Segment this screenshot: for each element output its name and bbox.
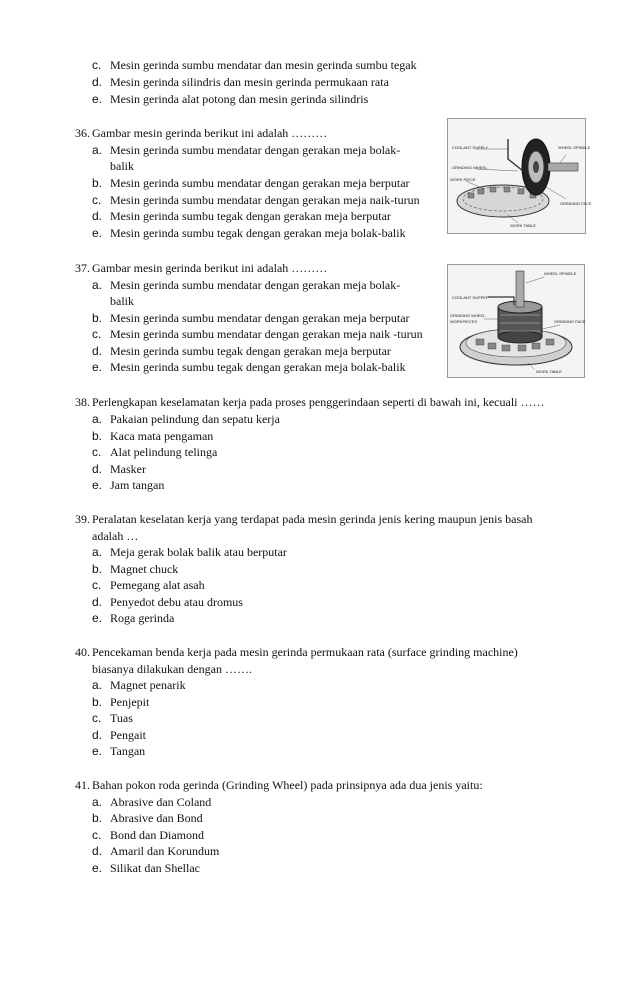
figure-label: WORKPIECES	[450, 319, 478, 324]
option-text: Mesin gerinda sumbu tegak dengan gerakan meja berputar	[110, 344, 391, 358]
option-text: Pemegang alat asah	[110, 578, 205, 592]
option-letter: a.	[92, 795, 103, 809]
question-text: Perlengkapan keselamatan kerja pada proses penggerindaan seperti di bawah ini, kecuali ……	[92, 395, 545, 409]
option-letter: e.	[92, 861, 103, 875]
figure-label: WORK TABLE	[536, 369, 562, 374]
option-text: Meja gerak bolak balik atau berputar	[110, 545, 287, 559]
option-letter: e.	[92, 744, 103, 758]
option-text: Penyedot debu atau dromus	[110, 595, 243, 609]
question-text-continued: adalah …	[92, 529, 139, 543]
option-text: Kaca mata pengaman	[110, 429, 214, 443]
option-letter: e.	[92, 92, 103, 106]
question-number: 39.	[75, 512, 90, 526]
option-letter: d.	[92, 595, 103, 609]
question-number: 41.	[75, 778, 90, 792]
option-text: Penjepit	[110, 695, 150, 709]
option-text: Mesin gerinda sumbu mendatar dengan gerakan meja naik -turun	[110, 327, 423, 341]
option-letter: b.	[92, 562, 103, 576]
option-text: Mesin gerinda sumbu tegak dengan gerakan meja bolak-balik	[110, 360, 406, 374]
option-letter: c.	[92, 193, 102, 207]
option-letter: c.	[92, 58, 102, 72]
figure-label: GRINDING WHEEL	[450, 313, 486, 318]
figure-label: GRINDING FACE	[560, 201, 592, 206]
option-text: Abrasive dan Bond	[110, 811, 203, 825]
option-text: Mesin gerinda sumbu tegak dengan gerakan meja berputar	[110, 209, 391, 223]
vertical-grinder-figure	[447, 264, 585, 378]
question-text: Peralatan keselatan kerja yang terdapat pada mesin gerinda jenis kering maupun jenis basah	[92, 512, 533, 526]
option-text: Abrasive dan Coland	[110, 795, 212, 809]
option-letter: a.	[92, 278, 103, 292]
question-number: 37.	[75, 261, 90, 275]
option-letter: c.	[92, 711, 102, 725]
option-text-continued: balik	[110, 159, 134, 173]
option-letter: b.	[92, 811, 103, 825]
option-letter: c.	[92, 327, 102, 341]
option-letter: c.	[92, 445, 102, 459]
option-letter: a.	[92, 143, 103, 157]
option-text: Mesin gerinda sumbu mendatar dan mesin gerinda sumbu tegak	[110, 58, 417, 72]
option-letter: d.	[92, 75, 103, 89]
question-text: Gambar mesin gerinda berikut ini adalah ………	[92, 261, 328, 275]
option-letter: d.	[92, 344, 103, 358]
option-letter: a.	[92, 678, 103, 692]
option-text: Amaril dan Korundum	[110, 844, 220, 858]
option-text: Magnet penarik	[110, 678, 186, 692]
option-text: Silikat dan Shellac	[110, 861, 200, 875]
option-text: Pakaian pelindung dan sepatu kerja	[110, 412, 280, 426]
question-text: Bahan pokon roda gerinda (Grinding Wheel) pada prinsipnya ada dua jenis yaitu:	[92, 778, 483, 792]
option-letter: d.	[92, 209, 103, 223]
option-text: Magnet chuck	[110, 562, 179, 576]
option-text: Tangan	[110, 744, 146, 758]
option-text: Jam tangan	[110, 478, 165, 492]
horizontal-grinder-figure	[447, 118, 592, 234]
figure-label: COOLANT SUPPLY	[452, 295, 488, 300]
option-text: Mesin gerinda sumbu mendatar dengan gerakan meja naik-turun	[110, 193, 420, 207]
option-text: Masker	[110, 462, 146, 476]
figure-label: COOLANT SUPPLY	[452, 145, 488, 150]
option-letter: c.	[92, 578, 102, 592]
option-text: Tuas	[110, 711, 133, 725]
option-text: Mesin gerinda alat potong dan mesin gerinda silindris	[110, 92, 369, 106]
option-letter: d.	[92, 462, 103, 476]
option-text: Mesin gerinda sumbu mendatar dengan gerakan meja berputar	[110, 176, 410, 190]
figure-label: GRINDING WHEEL	[452, 165, 488, 170]
option-letter: b.	[92, 311, 103, 325]
figure-label: WHEEL SPINDLE	[544, 271, 577, 276]
question-number: 38.	[75, 395, 90, 409]
option-text: Mesin gerinda sumbu mendatar dengan gerakan meja bolak-	[110, 143, 401, 157]
option-text-continued: balik	[110, 294, 134, 308]
option-letter: c.	[92, 828, 102, 842]
figure-label: WORK PIECE	[450, 177, 476, 182]
option-text: Mesin gerinda silindris dan mesin gerinda permukaan rata	[110, 75, 389, 89]
question-text: Pencekaman benda kerja pada mesin gerinda permukaan rata (surface grinding machine)	[92, 645, 518, 659]
question-text: Gambar mesin gerinda berikut ini adalah ………	[92, 126, 328, 140]
figure-label: WHEEL SPINDLE	[558, 145, 591, 150]
option-text: Mesin gerinda sumbu mendatar dengan gerakan meja berputar	[110, 311, 410, 325]
option-letter: d.	[92, 844, 103, 858]
option-letter: b.	[92, 695, 103, 709]
option-letter: b.	[92, 176, 103, 190]
question-text-continued: biasanya dilakukan dengan …….	[92, 662, 252, 676]
option-text: Pengait	[110, 728, 146, 742]
option-letter: a.	[92, 545, 103, 559]
option-letter: e.	[92, 478, 103, 492]
option-text: Alat pelindung telinga	[110, 445, 218, 459]
option-text: Mesin gerinda sumbu mendatar dengan gerakan meja bolak-	[110, 278, 401, 292]
option-text: Bond dan Diamond	[110, 828, 204, 842]
option-letter: e.	[92, 226, 103, 240]
option-letter: d.	[92, 728, 103, 742]
option-letter: a.	[92, 412, 103, 426]
question-number: 40.	[75, 645, 90, 659]
option-letter: e.	[92, 611, 103, 625]
option-letter: b.	[92, 429, 103, 443]
question-number: 36.	[75, 126, 90, 140]
option-letter: e.	[92, 360, 103, 374]
figure-label: GRINDING FACE	[554, 319, 586, 324]
option-text: Mesin gerinda sumbu tegak dengan gerakan meja bolak-balik	[110, 226, 406, 240]
figure-label: WORK TABLE	[510, 223, 536, 228]
option-text: Roga gerinda	[110, 611, 175, 625]
